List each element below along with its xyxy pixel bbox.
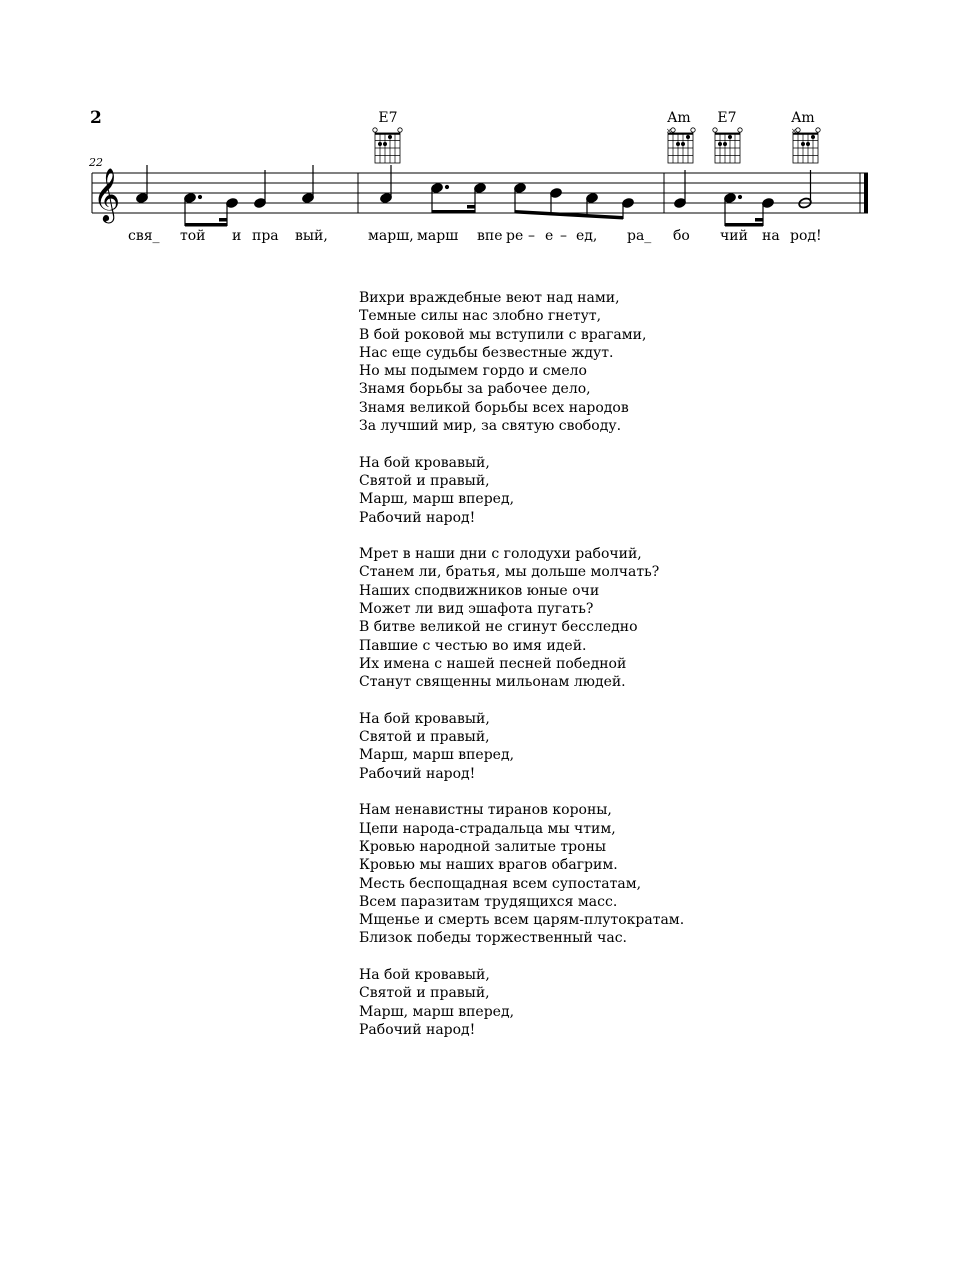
verse-line: Кровью мы наших врагов обагрим.	[359, 857, 618, 874]
verse-line: В бой роковой мы вступили с врагами,	[359, 326, 647, 343]
verse-line: Мщенье и смерть всем царям-плутократам.	[359, 912, 685, 929]
music-staff	[0, 0, 960, 260]
verse-line: Цепи народа-страдальца мы чтим,	[359, 820, 616, 837]
verse-line: Нас еще судьбы безвестные ждут.	[359, 344, 614, 361]
verse-line: Кровью народной залитые троны	[359, 838, 607, 855]
lyrics-text	[359, 289, 919, 1057]
chorus-stanza	[359, 710, 919, 783]
lyric-syllable: ра_	[627, 228, 652, 244]
chorus-stanza	[359, 454, 919, 527]
chord-diagram-am	[791, 127, 820, 163]
verse-line: В битве великой не сгинут бесследно	[359, 619, 638, 636]
lyric-syllable: род!	[790, 228, 822, 244]
verse-stanza	[359, 289, 919, 435]
lyric-syllable: марш,	[368, 228, 414, 244]
chorus-line: Святой и правый,	[359, 472, 490, 489]
verse-line: Близок победы торжественный час.	[359, 930, 627, 947]
lyric-syllable: впе	[477, 228, 503, 244]
lyric-syllable: ре	[506, 228, 524, 244]
chorus-line: Рабочий народ!	[359, 765, 476, 782]
verse-line: Всем паразитам трудящихся масс.	[359, 893, 618, 910]
verse-line: За лучший мир, за святую свободу.	[359, 418, 622, 435]
chorus-line: Святой и правый,	[359, 729, 490, 746]
lyric-syllable: бо	[673, 228, 690, 244]
verse-line: Темные силы нас злобно гнетут,	[359, 308, 602, 325]
chorus-line: Рабочий народ!	[359, 1021, 476, 1038]
verse-line: Но мы подымем гордо и смело	[359, 363, 587, 380]
chorus-line: На бой кровавый,	[359, 966, 490, 983]
chorus-line: Марш, марш вперед,	[359, 491, 515, 508]
notes-measure-22	[135, 165, 314, 227]
verse-line: Наших сподвижников юные очи	[359, 582, 600, 599]
lyric-syllable: свя_	[128, 228, 160, 244]
chorus-line: Марш, марш вперед,	[359, 747, 515, 764]
notes-measure-24	[673, 170, 812, 227]
measure-number: 22	[89, 156, 103, 169]
chorus-stanza	[359, 966, 919, 1039]
treble-clef-icon: 𝄞	[93, 167, 121, 221]
lyric-syllable: марш	[417, 228, 459, 244]
chorus-line: Марш, марш вперед,	[359, 1003, 515, 1020]
lyric-syllable: и	[232, 228, 242, 244]
lyric-syllable: той	[180, 228, 206, 244]
verse-line: Знамя борьбы за рабочее дело,	[359, 381, 591, 398]
verse-line: Нам ненавистны тиранов короны,	[359, 802, 612, 819]
chorus-line: На бой кровавый,	[359, 454, 490, 471]
verse-stanza	[359, 801, 919, 947]
svg-text:×: ×	[666, 127, 672, 135]
lyric-syllable: ед,	[576, 228, 598, 244]
lyric-syllable: на	[762, 228, 780, 244]
chord-diagram-e7	[713, 128, 742, 163]
verse-line: Может ли вид эшафота пугать?	[359, 601, 594, 618]
page-number: 2	[90, 108, 102, 128]
lyric-syllable: пра	[252, 228, 279, 244]
verse-line: Павшие с честью во имя идей.	[359, 637, 587, 654]
chord-name: Am	[667, 110, 691, 126]
chorus-line: Рабочий народ!	[359, 509, 476, 526]
lyric-syllable: –	[560, 228, 567, 244]
svg-text:×: ×	[791, 127, 797, 135]
chord-diagram-am	[666, 127, 695, 163]
staff-lines	[92, 173, 868, 213]
lyric-syllable: чий	[720, 228, 748, 244]
verse-line: Станем ли, братья, мы дольше молчать?	[359, 564, 660, 581]
chorus-line: Святой и правый,	[359, 985, 490, 1002]
chord-name: Am	[791, 110, 815, 126]
verse-line: Их имена с нашей песней победной	[359, 655, 627, 672]
verse-line: Мрет в наши дни с голодухи рабочий,	[359, 546, 642, 563]
chorus-line: На бой кровавый,	[359, 710, 490, 727]
chord-name: E7	[378, 110, 398, 126]
chord-name: E7	[717, 110, 737, 126]
lyric-syllable: е	[545, 228, 554, 244]
verse-line: Вихри враждебные веют над нами,	[359, 290, 620, 306]
verse-line: Знамя великой борьбы всех народов	[359, 399, 629, 416]
verse-line: Месть беспощадная всем супостатам,	[359, 875, 642, 892]
verse-line: Станут священны мильонам людей.	[359, 674, 626, 691]
chord-diagram-e7	[373, 128, 402, 163]
lyric-syllable: –	[528, 228, 535, 244]
lyric-syllable: вый,	[295, 228, 328, 244]
verse-stanza	[359, 545, 919, 691]
